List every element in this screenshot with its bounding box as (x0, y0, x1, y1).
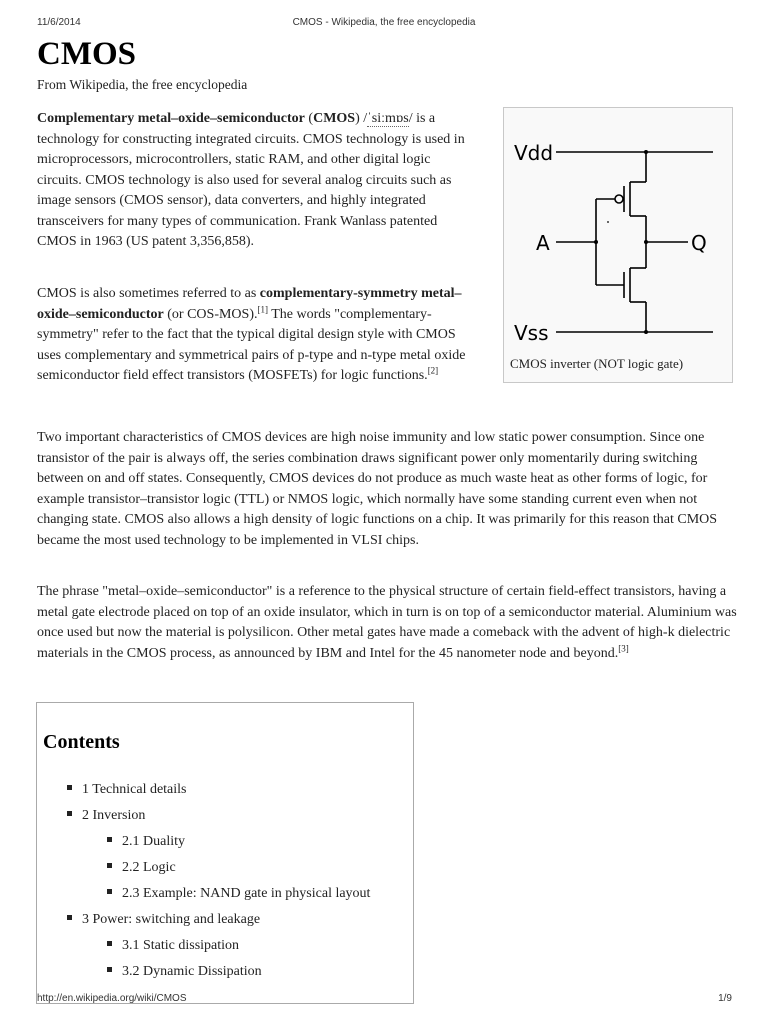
toc-item[interactable] (67, 782, 187, 798)
text: The phrase "metal–oxide–semiconductor" is a reference to the physical structure of certain field-effect transistors, having a metal gate electrode placed on top of an oxide insulator, which in turn is on top of a semiconductor material. Aluminium was once used but now the material is polysilicon. Other metal gates have made a comeback with the advent of high-k dielectric materials in the CMOS process, as announced by IBM and Intel for the 45 nanometer node and beyond. (37, 584, 737, 661)
toc-item-label: 2.2 Logic (122, 860, 176, 875)
bullet (107, 863, 112, 868)
page-number: 1/9 (718, 993, 732, 1004)
bold-term: Complementary metal–oxide–semiconductor (37, 111, 305, 126)
bold-abbr: CMOS (313, 111, 356, 126)
figure-caption: CMOS inverter (NOT logic gate) (510, 356, 684, 371)
cmos-inverter-diagram[interactable] (508, 112, 728, 352)
bullet (107, 889, 112, 894)
toc-item-label: 1 Technical details (82, 782, 187, 797)
bullet (107, 941, 112, 946)
toc-title: Contents (43, 731, 120, 753)
bullet (67, 915, 72, 920)
table-of-contents (36, 702, 414, 1004)
text: (or COS-MOS). (163, 306, 258, 322)
article-tagline: From Wikipedia, the free encyclopedia (37, 77, 248, 92)
bullet (67, 785, 72, 790)
text: is a technology for constructing integrated circuits. CMOS technology is used in microprocessors, microcontrollers, static RAM, and other digital logic circuits. CMOS technology is also used for several analog circuits such as image sensors (CMOS sensor), data converters, and highly integrated transceivers for many types of communication. Frank Wanlass patented CMOS in 1963 (US patent 3,356,858). (37, 111, 465, 249)
reference-link[interactable]: [1] (257, 303, 268, 314)
bullet (107, 967, 112, 972)
label-a: A (536, 231, 550, 255)
toc-item[interactable] (107, 886, 370, 902)
reference-link[interactable]: [3] (618, 642, 629, 653)
toc-item-label: 3.2 Dynamic Dissipation (122, 964, 262, 979)
toc-item-label: 2.1 Duality (122, 834, 185, 849)
text: ) / (355, 111, 368, 126)
print-date: 11/6/2014 (37, 17, 81, 28)
infobox-figure (503, 107, 733, 383)
label-q: Q (691, 231, 707, 255)
toc-item[interactable] (107, 938, 239, 954)
text: ( (304, 111, 314, 126)
paragraph-cosmos (37, 284, 477, 387)
toc-item[interactable] (67, 912, 260, 928)
print-page-title: CMOS - Wikipedia, the free encyclopedia (292, 17, 476, 28)
bold-term: complementary-symmetry metal–oxide–semiconductor (37, 286, 462, 322)
label-vss: Vss (514, 321, 549, 345)
article-title: CMOS (37, 36, 136, 72)
toc-item-label: 2 Inversion (82, 808, 146, 823)
bullet (107, 837, 112, 842)
toc-item[interactable] (107, 834, 185, 850)
bullet (67, 811, 72, 816)
paragraph-mos-phrase (37, 582, 737, 664)
paragraph-characteristics: Two important characteristics of CMOS devices are high noise immunity and low static power consumption. Since one transistor of the pair is always off, the series combination draws significant power only momentarily during switching between on and off states. Consequently, CMOS devices do not produce as much waste heat as other forms of logic, for example transistor–transistor logic (TTL) or NMOS logic, which normally have some standing current even when not changing state. CMOS also allows a high density of logic functions on a chip. It was primarily for this reason that CMOS became the most used technology to be implemented in VLSI chips. (37, 430, 718, 548)
toc-item[interactable] (107, 860, 176, 876)
toc-item-label: 3.1 Static dissipation (122, 938, 240, 953)
text: CMOS is also sometimes referred to as (37, 286, 260, 301)
intro-paragraph (37, 109, 477, 253)
label-vdd: Vdd (514, 141, 554, 165)
text: The words "complementary-symmetry" refer to the fact that the typical digital design style with CMOS uses complementary and symmetrical pairs of p-type and n-type metal oxide semiconductor field effect transistors (MOSFETs) for logic functions. (37, 306, 466, 383)
toc-item-label: 2.3 Example: NAND gate in physical layout (122, 886, 371, 901)
reference-link[interactable]: [2] (427, 365, 439, 376)
toc-item-label: 3 Power: switching and leakage (82, 912, 261, 927)
toc-item[interactable] (107, 964, 262, 980)
footer-url: http://en.wikipedia.org/wiki/CMOS (37, 993, 187, 1004)
text: / (408, 111, 413, 126)
toc-item[interactable] (67, 808, 145, 824)
ipa-pronunciation-link[interactable]: ˈsiːmɒs (367, 111, 409, 126)
